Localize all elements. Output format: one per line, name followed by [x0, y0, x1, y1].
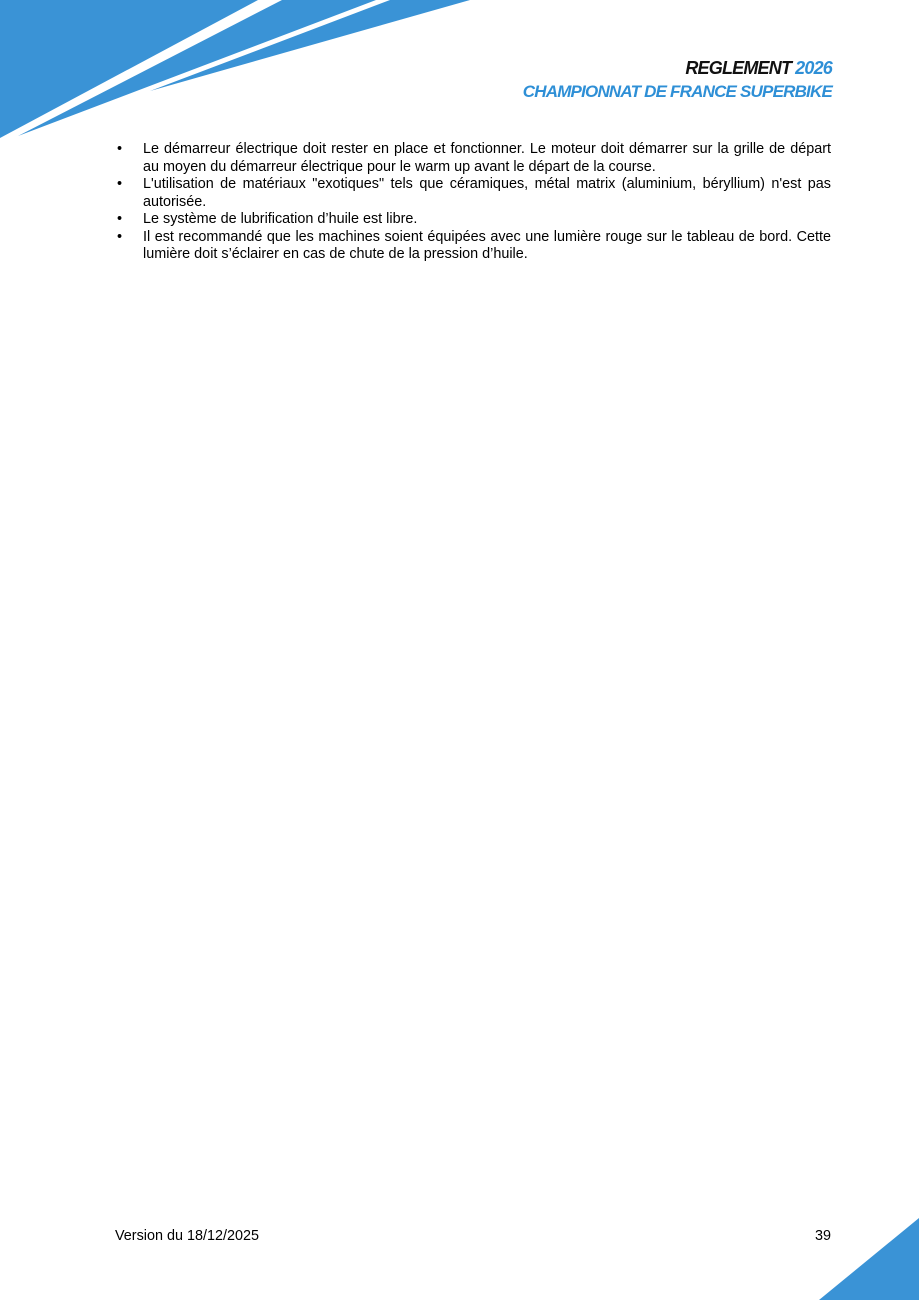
list-item [115, 229, 831, 264]
top-left-stripes-decoration [0, 0, 480, 145]
bullet-list [115, 141, 831, 264]
bullet-marker: • [117, 211, 123, 227]
bullet-marker: • [117, 141, 123, 157]
list-item [115, 211, 831, 229]
document-header [523, 56, 832, 104]
bottom-right-blue-triangle [819, 1218, 919, 1300]
list-item-text: Il est recommandé que les machines soient équipées avec une lumière rouge sur le tableau de bord. Cette lumière doit s’éclairer en cas de chute de la pression d’huile. [143, 228, 831, 262]
footer-version: Version du 18/12/2025 [115, 1228, 260, 1244]
list-item-text: Le système de lubrification d’huile est libre. [143, 211, 418, 227]
bottom-right-triangle-decoration [819, 1218, 919, 1300]
footer-page-number: 39 [814, 1228, 831, 1244]
list-item-text: L'utilisation de matériaux "exotiques" tels que céramiques, métal matrix (aluminium, béryllium) n'est pas autorisée. [143, 176, 831, 210]
list-item [115, 176, 831, 211]
list-item-text: Le démarreur électrique doit rester en place et fonctionner. Le moteur doit démarrer sur la grille de départ au moyen du démarreur électrique pour le warm up avant le départ de la course. [143, 141, 831, 175]
document-body [115, 141, 831, 264]
list-item [115, 141, 831, 176]
bullet-marker: • [117, 228, 123, 245]
header-title-line [523, 56, 832, 80]
header-championship: CHAMPIONNAT DE FRANCE SUPERBIKE [522, 82, 832, 101]
header-reglement: REGLEMENT [685, 58, 792, 78]
bullet-marker: • [117, 176, 123, 192]
header-year: 2026 [795, 58, 832, 78]
